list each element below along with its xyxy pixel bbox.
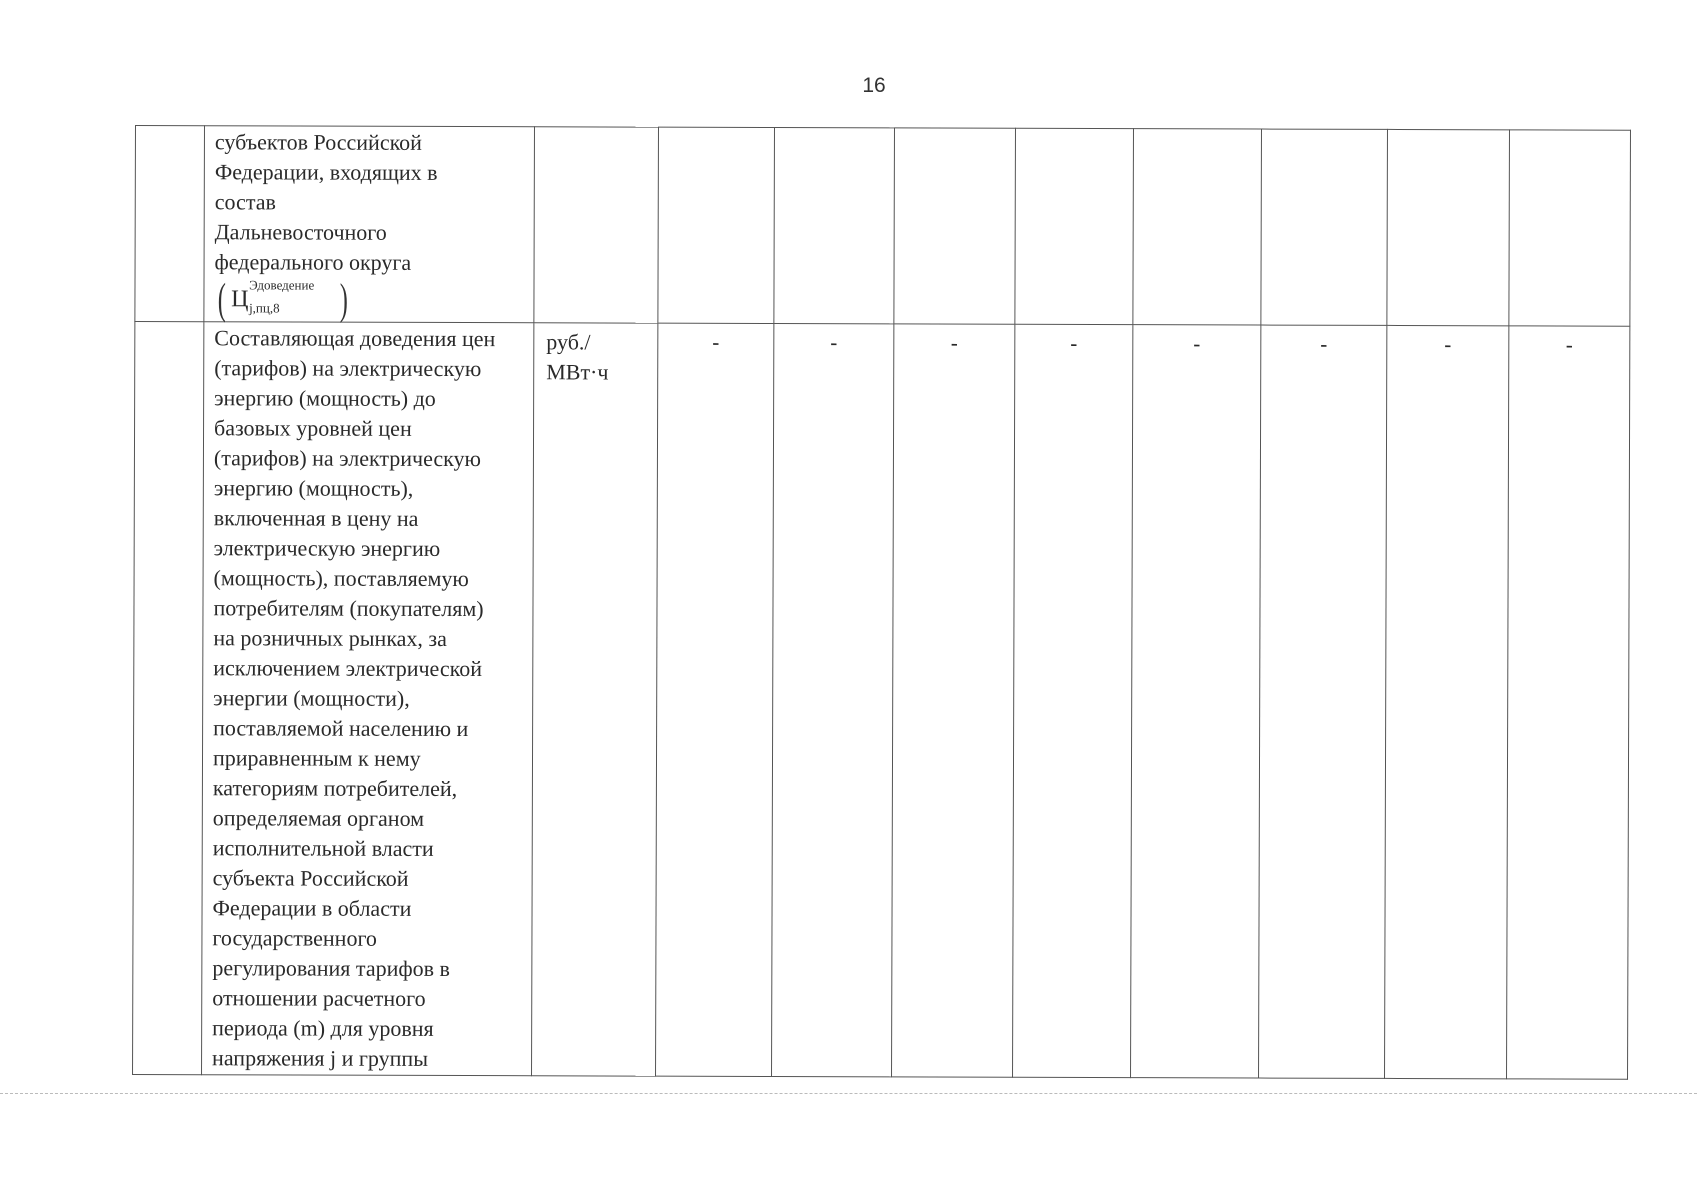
- left-parenthesis: (: [217, 274, 226, 324]
- indicator-name-line: субъекта Российской: [212, 865, 409, 891]
- indicator-name-line: (мощность), поставляемую: [213, 565, 469, 592]
- indicator-name-line: федерального округа: [214, 249, 412, 275]
- indicator-name-line: энергию (мощность),: [213, 475, 414, 501]
- table-row: [133, 322, 1630, 1080]
- value-cell: -: [1131, 325, 1261, 1078]
- value-cell: [1261, 129, 1388, 325]
- page-number: 16: [862, 74, 886, 97]
- indicator-name-line: Дальневосточного: [214, 219, 387, 245]
- table-row: [135, 126, 1631, 327]
- indicator-name-line: энергию (мощность) до: [214, 385, 436, 411]
- indicator-name-line: Федерации, входящих в: [214, 159, 438, 185]
- indicator-name-line: Федерации в области: [212, 895, 412, 921]
- tariff-table: [132, 125, 1631, 1080]
- right-parenthesis: ): [339, 274, 348, 324]
- indicator-name-line: (тарифов) на электрическую: [214, 355, 482, 382]
- value-cell: -: [656, 323, 774, 1076]
- indicator-name-line: базовых уровней цен: [214, 415, 412, 441]
- formula-superscript: Эдоведение: [249, 277, 315, 293]
- indicator-name-line: категориям потребителей,: [212, 775, 458, 802]
- indicator-name-line: регулирования тарифов в: [212, 955, 450, 981]
- scan-edge-divider: [0, 1093, 1697, 1094]
- indicator-name-line: приравненным к нему: [212, 745, 421, 771]
- unit-line: МВт·ч: [546, 359, 609, 385]
- indicator-name-line: включенная в цену на: [213, 505, 419, 531]
- indicator-name-line: напряжения j и группы: [212, 1045, 429, 1071]
- indicator-name-line: энергии (мощности),: [213, 685, 410, 711]
- value-cell: -: [1507, 326, 1630, 1079]
- value-cell: [774, 128, 895, 324]
- value-cell: [1133, 129, 1262, 325]
- unit-cell: [534, 127, 659, 323]
- indicator-name-line: субъектов Российской: [214, 129, 423, 155]
- indicator-name-line: состав: [214, 189, 276, 215]
- value-cell: -: [892, 324, 1015, 1077]
- formula-symbol: [214, 274, 351, 324]
- value-cell: [1509, 130, 1631, 326]
- value-cell: [658, 127, 775, 323]
- indicator-name-cell: [202, 322, 534, 1076]
- row-number-cell: [135, 126, 205, 322]
- formula-subscript: j,пц,8: [249, 300, 280, 316]
- indicator-name-line: исключением электрической: [213, 655, 483, 682]
- indicator-name-line: потребителям (покупателям): [213, 595, 484, 622]
- value-cell: [1015, 128, 1134, 324]
- unit-line: руб./: [546, 329, 591, 355]
- indicator-name-line: определяемая органом: [212, 805, 425, 831]
- value-cell: -: [772, 324, 894, 1077]
- indicator-name-cell: [204, 126, 535, 323]
- indicator-name-line: на розничных рынках, за: [213, 625, 447, 651]
- row-number-cell: [133, 322, 204, 1075]
- indicator-name-line: отношении расчетного: [212, 985, 426, 1011]
- value-cell: -: [1259, 325, 1387, 1078]
- price-symbol: Ц Эдоведение j,пц,8: [231, 277, 315, 316]
- indicator-name-line: (тарифов) на электрическую: [213, 445, 482, 472]
- indicator-name-line: Составляющая доведения цен: [214, 325, 496, 352]
- indicator-name-line: исполнительной власти: [212, 835, 434, 861]
- value-cell: [1387, 129, 1510, 325]
- unit-cell: [532, 323, 658, 1076]
- indicator-name-line: электрическую энергию: [213, 535, 441, 561]
- indicator-name-line: поставляемой населению и: [213, 715, 469, 742]
- indicator-name-line: периода (m) для уровня: [212, 1015, 434, 1041]
- value-cell: -: [1013, 324, 1133, 1077]
- value-cell: [894, 128, 1016, 324]
- indicator-name-line: государственного: [212, 925, 377, 951]
- value-cell: -: [1385, 325, 1509, 1078]
